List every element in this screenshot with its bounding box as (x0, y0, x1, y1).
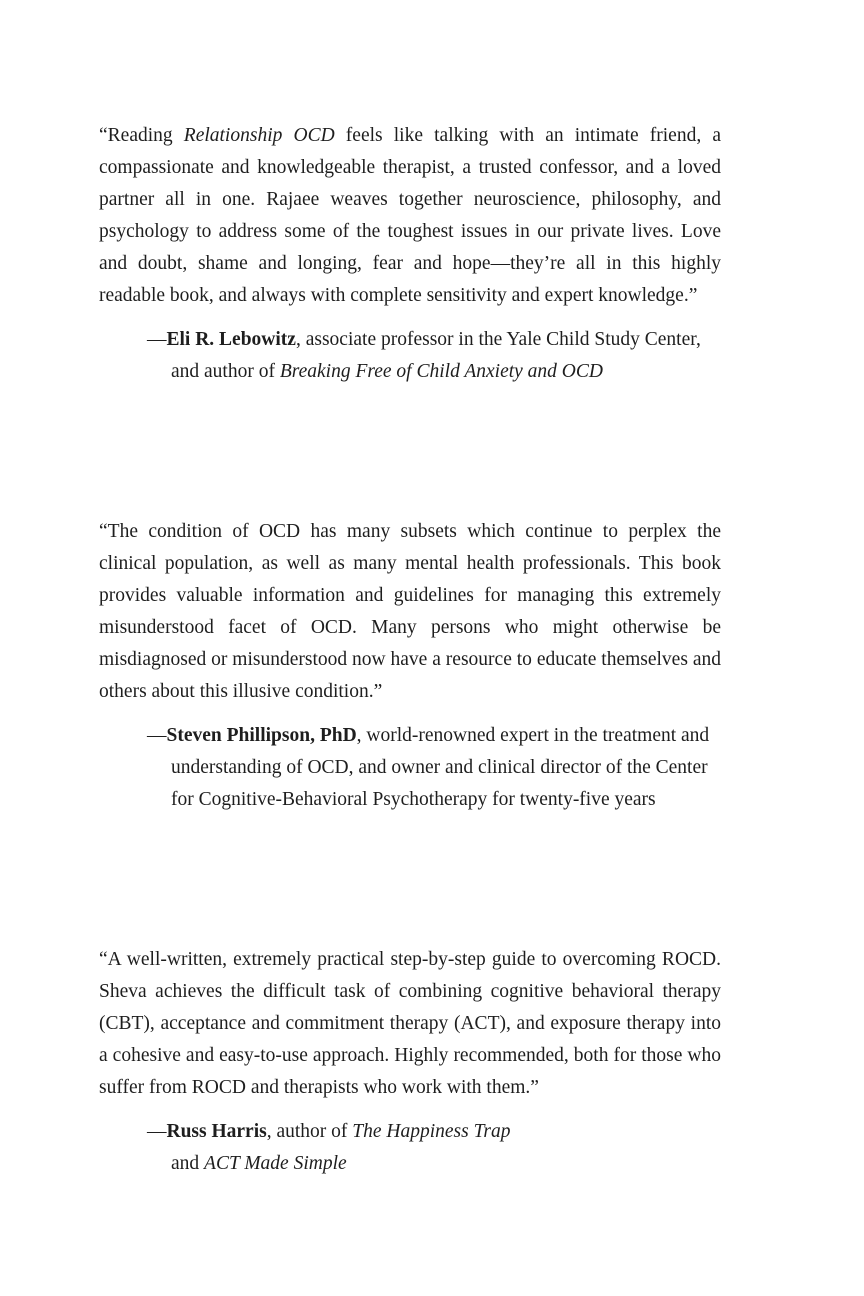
endorsement-quote: “A well-written, extremely practical step-by-step guide to overcoming ROCD. Sheva achieves the difficult task of combining cognitive behavioral therapy (CBT), acceptance and commitment therapy (ACT), and exposure therapy into a cohesive and easy-to-use approach. Highly recommended, both for those who suffer from ROCD and therapists who work with them.” (99, 949, 721, 1098)
endorser-book-title: ACT Made Simple (204, 1153, 347, 1174)
endorsement-quote: “Reading Relationship OCD feels like talking with an intimate friend, a compassionate and knowledgeable therapist, a trusted confessor, and a loved partner all in one. Rajaee weaves together neuroscience, philosophy, and psychology to address some of the toughest issues in our private lives. Love and doubt, shame and longing, fear and hope—they’re all in this highly readable book, and always with complete sensitivity and expert knowledge.” (99, 125, 722, 306)
endorsement-attribution: —Steven Phillipson, PhD, world-renowned expert in the treatment and understanding of OCD, and owner and clinical director of the Center for Cognitive-Behavioral Psychotherapy for twenty-five years (147, 725, 710, 810)
endorser-book-title: Breaking Free of Child Anxiety and OCD (279, 361, 603, 382)
endorser-book-title: The Happiness Trap (352, 1121, 511, 1142)
endorsement-attribution: —Eli R. Lebowitz, associate professor in the Yale Child Study Center, and author of Breaking Free of Child Anxiety and OCD (147, 329, 701, 382)
endorsement-quote: “The condition of OCD has many subsets which continue to perplex the clinical population, as well as many mental health professionals. This book provides valuable information and guidelines for managing this extremely misunderstood facet of OCD. Many persons who might otherwise be misdiagnosed or misunderstood now have a resource to educate themselves and others about this illusive condition.” (99, 521, 721, 702)
endorser-name: Eli R. Lebowitz (166, 329, 296, 350)
endorsement-phillipson (99, 516, 721, 816)
endorser-name: Steven Phillipson, PhD (166, 725, 357, 746)
endorser-name: Russ Harris (166, 1121, 267, 1142)
book-title: Relationship OCD (183, 125, 335, 146)
endorsement-lebowitz (99, 120, 721, 388)
endorsement-attribution: —Russ Harris, author of The Happiness Trap and ACT Made Simple (147, 1121, 511, 1174)
endorsement-harris (99, 944, 721, 1180)
